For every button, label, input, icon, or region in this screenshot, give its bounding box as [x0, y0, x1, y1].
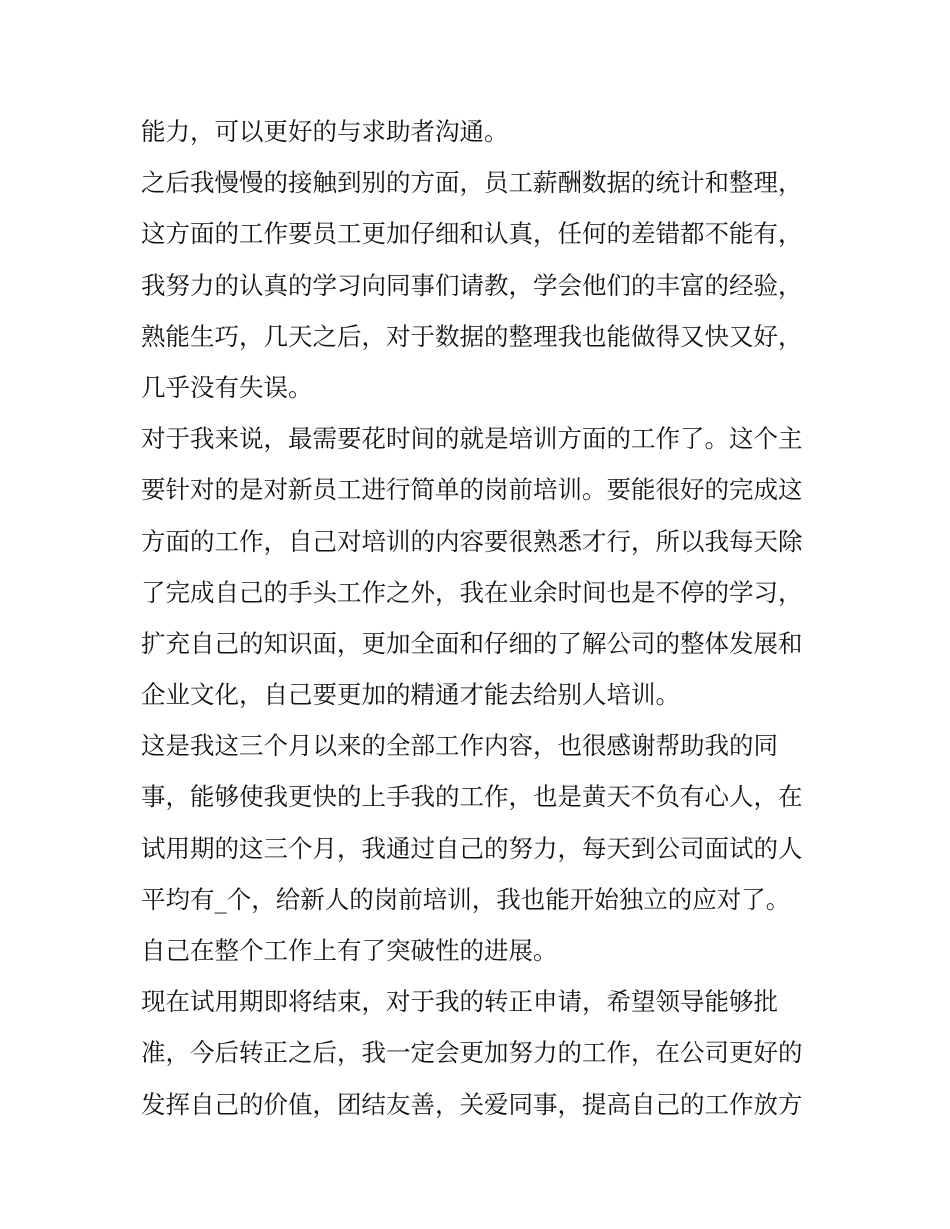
text-line-13: 这是我这三个月以来的全部工作内容，也很感谢帮助我的同 — [141, 731, 778, 761]
text-line-2: 之后我慢慢的接触到别的方面，员工薪酬数据的统计和整理， — [141, 168, 803, 198]
text-line-12: 企业文化，自己要更加的精通才能去给别人培训。 — [141, 680, 680, 710]
text-line-10: 了完成自己的手头工作之外，我在业余时间也是不停的学习， — [141, 577, 803, 607]
text-line-16: 平均有_个，给新人的岗前培训，我也能开始独立的应对了。 — [141, 884, 791, 914]
text-line-19: 准，今后转正之后，我一定会更加努力的工作，在公司更好的 — [141, 1038, 803, 1068]
text-line-11: 扩充自己的知识面，更加全面和仔细的了解公司的整体发展和 — [141, 628, 803, 658]
text-line-4: 我努力的认真的学习向同事们请教，学会他们的丰富的经验， — [141, 270, 803, 300]
text-line-17: 自己在整个工作上有了突破性的进展。 — [141, 936, 558, 965]
text-line-8: 要针对的是对新员工进行简单的岗前培训。要能很好的完成这 — [141, 475, 803, 505]
text-line-6: 几乎没有失误。 — [141, 372, 313, 402]
text-line-5: 熟能生巧，几天之后，对于数据的整理我也能做得又快又好， — [141, 321, 803, 351]
text-line-3: 这方面的工作要员工更加仔细和认真，任何的差错都不能有， — [141, 219, 803, 249]
text-line-14: 事，能够使我更快的上手我的工作，也是黄天不负有心人，在 — [141, 782, 803, 812]
text-line-7: 对于我来说，最需要花时间的就是培训方面的工作了。这个主 — [141, 424, 803, 454]
text-line-9: 方面的工作，自己对培训的内容要很熟悉才行，所以我每天除 — [141, 526, 803, 556]
text-line-15: 试用期的这三个月，我通过自己的努力，每天到公司面试的人 — [141, 833, 803, 863]
text-line-20: 发挥自己的价值，团结友善，关爱同事，提高自己的工作放方 — [141, 1089, 803, 1119]
text-line-18: 现在试用期即将结束，对于我的转正申请，希望领导能够批 — [141, 987, 778, 1017]
text-line-1: 能力，可以更好的与求助者沟通。 — [141, 117, 509, 146]
body-text — [141, 106, 821, 1130]
